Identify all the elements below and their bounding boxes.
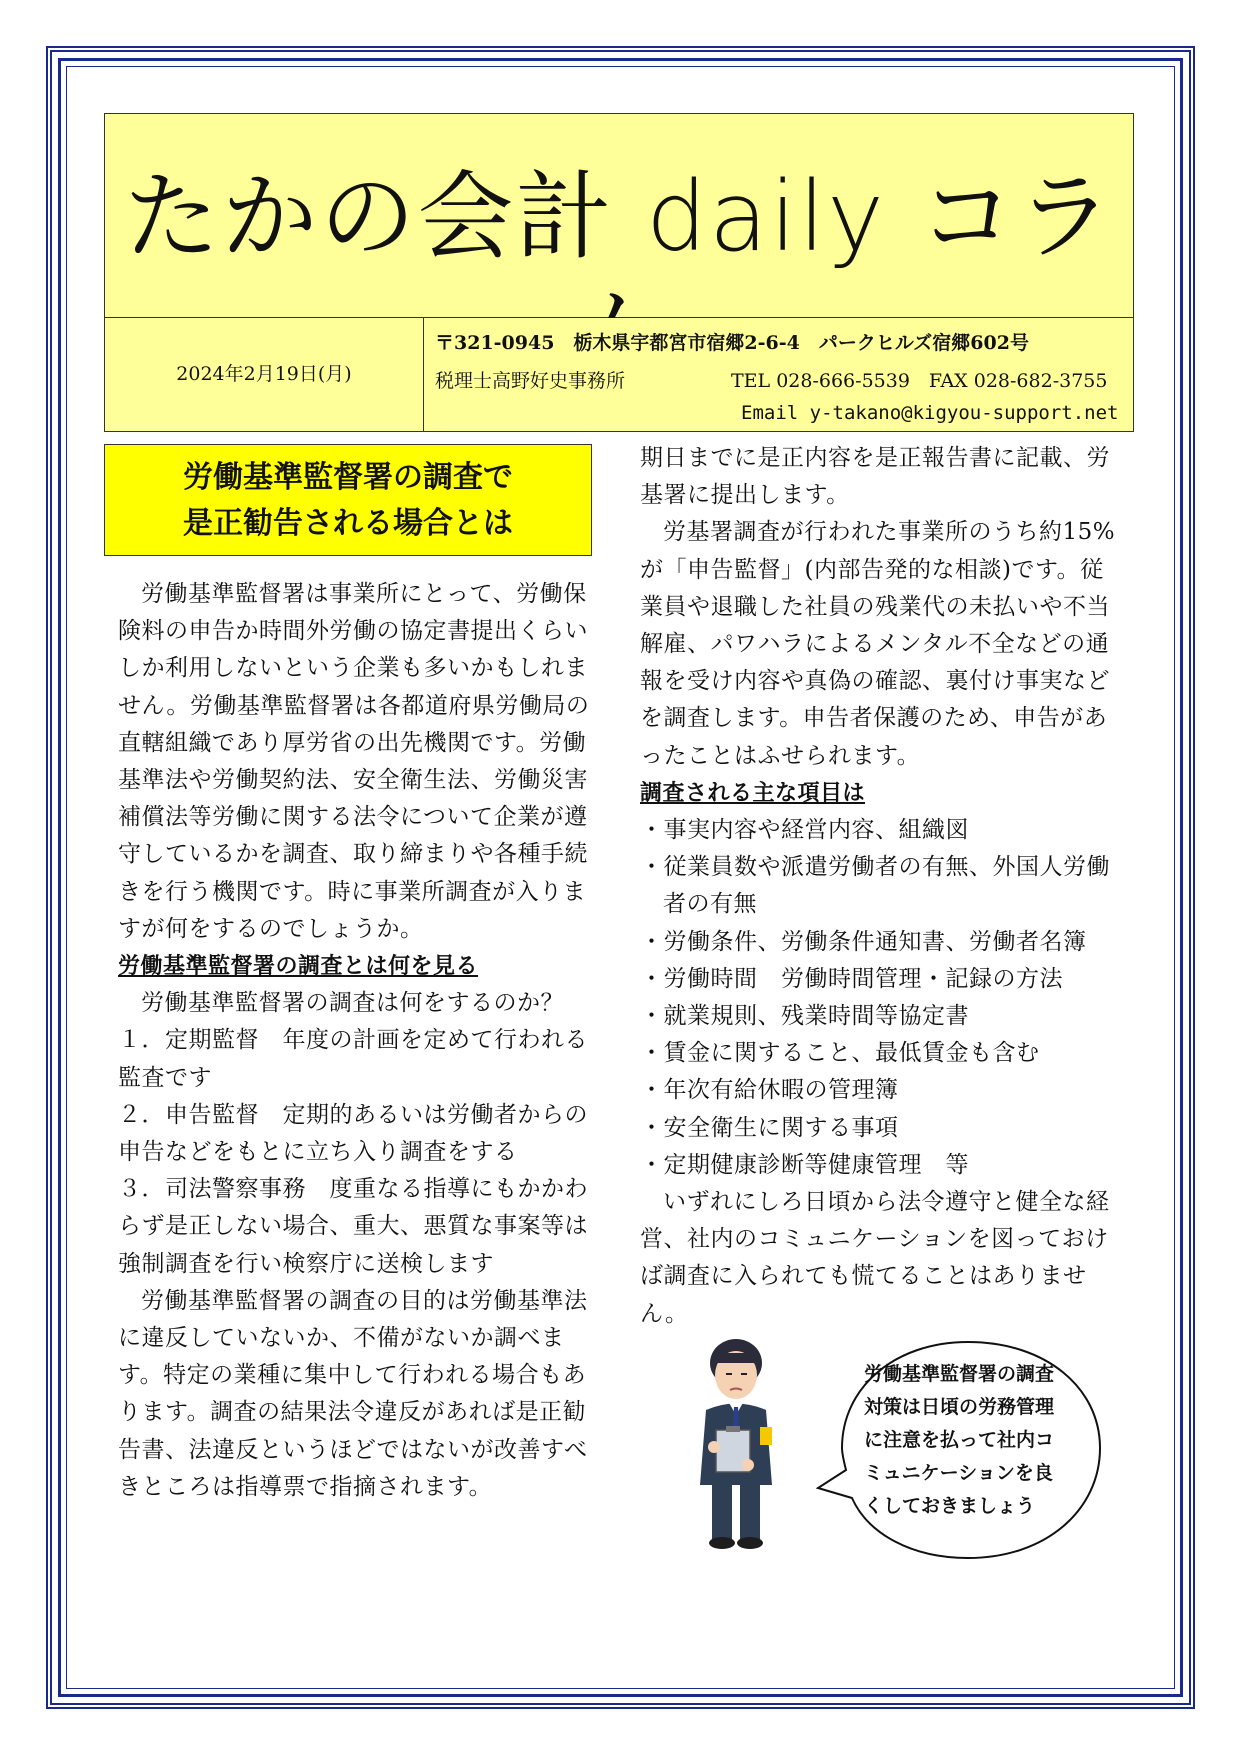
issue-date: 2024年2月19日(月)	[176, 363, 352, 385]
speech-bubble	[816, 1338, 1106, 1564]
right-column	[640, 440, 1126, 1333]
continuation-paragraph: 期日までに是正内容を是正報告書に記載、労基署に提出します。	[640, 445, 1110, 509]
bubble-text	[864, 1358, 1094, 1523]
list-item: ・従業員数や派遣労働者の有無、外国人労働者の有無	[640, 854, 1110, 918]
list-item: ・労働条件、労働条件通知書、労働者名簿	[640, 928, 1087, 955]
office-tel-fax: TEL 028-666-5539 FAX 028-682-3755	[731, 370, 1108, 392]
list-item: １．定期監督 年度の計画を定めて行われる監査です	[118, 1027, 588, 1091]
info-bar	[104, 318, 1134, 432]
office-name: 税理士高野好史事務所	[435, 370, 626, 392]
list-item: ２．申告監督 定期的あるいは労働者からの申告などをもとに立ち入り調査をする	[118, 1101, 588, 1166]
inspector-figure-icon	[686, 1335, 796, 1551]
list-item: ・定期健康診断等健康管理 等	[640, 1151, 969, 1178]
inspector-illustration	[686, 1335, 796, 1551]
bubble-line: ミュニケーションを良	[864, 1462, 1053, 1484]
list-item: ３．司法警察事務 度重なる指導にもかかわらず是正しない場合、重大、悪質な事案等は強制調査を行い検察庁に送検します	[118, 1176, 588, 1277]
bubble-line: 対策は日頃の労務管理	[864, 1396, 1055, 1418]
info-divider	[423, 318, 424, 431]
report-paragraph: 労基署調査が行われた事業所のうち約15%が「申告監督」(内部告発的な相談)です。従業員や退職した社員の残業代の未払いや不当解雇、パワハラによるメンタル不全などの通報を受け内容や真偽の確認、裏付け事実などを調査します。申告者保護のため、申告があったことはふせられます。	[640, 519, 1116, 769]
newsletter-title: たかの会計 daily コラ	[123, 161, 1115, 273]
article-headline	[104, 444, 592, 556]
bubble-line: くしておきましょう	[864, 1495, 1036, 1517]
left-column	[118, 576, 608, 1506]
list-item: ・安全衛生に関する事項	[640, 1114, 899, 1141]
office-email: Email y-takano@kigyou-support.net	[741, 402, 1119, 424]
list-item: ・年次有給休暇の管理簿	[640, 1077, 899, 1104]
list-item: ・労働時間 労働時間管理・記録の方法	[640, 965, 1063, 992]
section-heading-items: 調査される主な項目は	[640, 780, 866, 806]
newsletter-header	[104, 113, 1134, 318]
section-heading-inspection: 労働基準監督署の調査とは何を見る	[118, 954, 479, 980]
list-item: ・就業規則、残業時間等協定書	[640, 1003, 969, 1030]
list-item: ・賃金に関すること、最低賃金も含む	[640, 1040, 1040, 1067]
office-contact-line	[435, 366, 1108, 393]
purpose-paragraph: 労働基準監督署の調査の目的は労働基準法に違反していないか、不備がないか調べます。特定の業種に集中して行われる場合もあります。調査の結果法令違反があれば是正勧告書、法違反というほどではないが改善すべきところは指導票で指摘されます。	[118, 1287, 588, 1500]
closing-paragraph: いずれにしろ日頃から法令遵守と健全な経営、社内のコミュニケーションを図っておけば調査に入られても慌てることはありません。	[640, 1189, 1110, 1327]
office-address: 〒321-0945 栃木県宇都宮市宿郷2-6-4 パークヒルズ宿郷602号	[435, 332, 1029, 354]
bubble-line: 労働基準監督署の調査	[864, 1363, 1055, 1385]
question-paragraph: 労働基準監督署の調査は何をするのか？	[141, 990, 564, 1017]
intro-paragraph: 労働基準監督署は事業所にとって、労働保険料の申告か時間外労働の協定書提出くらいしか利用しないという企業も多いかもしれません。労働基準監督署は各都道府県労働局の直轄組織であり厚労省の出先機関です。労働基準法や労働契約法、安全衛生法、労働災害補償法等労働に関する法令について企業が遵守しているかを調査、取り締まりや各種手続きを行う機関です。時に事業所調査が入りますが何をするのでしょうか。	[118, 581, 590, 942]
bubble-line: に注意を払って社内コ	[864, 1429, 1055, 1451]
list-item: ・事実内容や経営内容、組織図	[640, 817, 969, 844]
headline-line-2: 是正勧告される場合とは	[183, 506, 513, 541]
headline-line-1: 労働基準監督署の調査で	[183, 460, 513, 495]
